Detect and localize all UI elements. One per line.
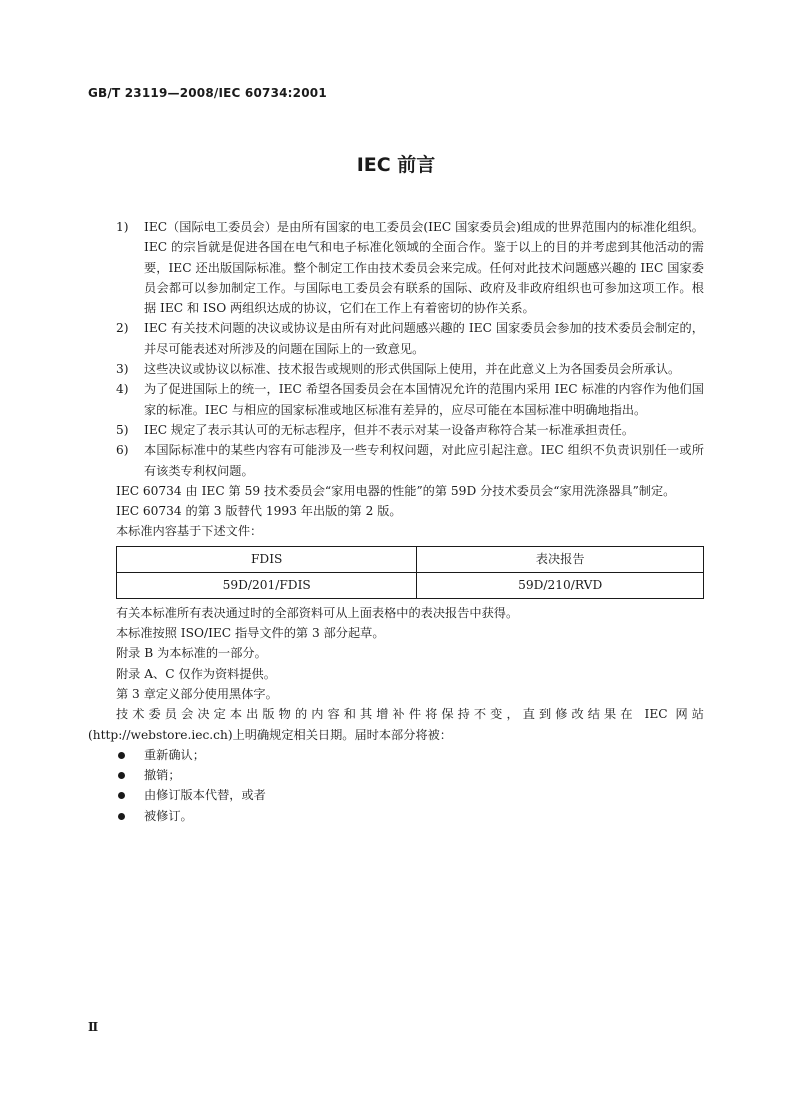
item-text: IEC 规定了表示其认可的无标志程序，但并不表示对某一设备声称符合某一标准承担责任。 [144, 422, 635, 437]
item-number: 2) [116, 321, 129, 336]
based-on-paragraph: 本标准内容基于下述文件： [116, 524, 263, 539]
item-text: IEC 有关技术问题的决议或协议是由所有对此问题感兴趣的 IEC 国家委员会参加的技术委员会制定的，并尽可能表述对所涉及的问题在国际上的一致意见。 [144, 321, 704, 356]
bullet-text: 由修订版本代替，或者 [144, 788, 266, 803]
bullet-icon [118, 813, 125, 820]
item-number: 4) [116, 382, 129, 397]
foreword-item-4 [88, 379, 704, 420]
item-text: 为了促进国际上的统一，IEC 希望各国委员会在本国情况允许的范围内采用 IEC 标准的内容作为他们国家的标准。IEC 与相应的国家标准或地区标准有差异的，应尽可能在本国标准中明确地指出。 [144, 382, 704, 417]
item-number: 3) [116, 362, 129, 377]
table-header-fdis: FDIS [117, 546, 417, 572]
foreword-item-6 [88, 440, 704, 481]
maintenance-paragraph: 技术委员会决定本出版物的内容和其增补件将保持不变，直到修改结果在 IEC 网站(http://webstore.iec.ch)上明确规定相关日期。届时本部分将被： [88, 707, 704, 742]
document-body [88, 217, 704, 826]
foreword-item-5 [88, 420, 704, 440]
bullet-text: 撤销； [144, 768, 181, 783]
bullet-icon [118, 772, 125, 779]
page-title: IEC 前言 [356, 154, 436, 176]
bullet-text: 被修订。 [144, 808, 193, 823]
list-item [88, 765, 704, 785]
edition-paragraph: IEC 60734 的第 3 版替代 1993 年出版的第 2 版。 [116, 504, 402, 519]
bold-definitions-paragraph: 第 3 章定义部分使用黑体字。 [116, 686, 278, 701]
bullet-icon [118, 752, 125, 759]
page-number: Ⅱ [88, 1020, 99, 1034]
annex-ac-paragraph: 附录 A、C 仅作为资料提供。 [116, 666, 276, 681]
voting-info-paragraph: 有关本标准所有表决通过时的全部资料可从上面表格中的表决报告中获得。 [116, 605, 519, 620]
item-text: 这些决议或协议以标准、技术报告或规则的形式供国际上使用，并在此意义上为各国委员会所承认。 [144, 362, 681, 377]
document-code-header: GB/T 23119—2008/IEC 60734:2001 [88, 86, 327, 100]
bullet-icon [118, 792, 125, 799]
table-header-voting-report: 表决报告 [417, 546, 704, 572]
item-text: IEC（国际电工委员会）是由所有国家的电工委员会(IEC 国家委员会)组成的世界范围内的标准化组织。IEC 的宗旨就是促进各国在电气和电子标准化领域的全面合作。鉴于以上的目的并考虑到其他活动的需要，IEC 还出版国际标准。整个制定工作由技术委员会来完成。任何对此技术问题感兴趣的 IEC 国家委员会都可以参加制定工作。与国际电工委员会有联系的国际、政府及非政府组织也可参加这项工作。根据 IEC 和 ISO 两组织达成的协议，它们在工作上有着密切的协作关系。 [144, 220, 704, 316]
list-item [88, 745, 704, 765]
list-item [88, 806, 704, 826]
item-text: 本国际标准中的某些内容有可能涉及一些专利权问题，对此应引起注意。IEC 组织不负责识别任一或所有该类专利权问题。 [144, 443, 704, 478]
committee-paragraph: IEC 60734 由 IEC 第 59 技术委员会“家用电器的性能”的第 59D 分技术委员会“家用洗涤器具”制定。 [116, 483, 676, 498]
voting-documents-table [116, 546, 704, 599]
table-row [117, 572, 704, 598]
item-number: 5) [116, 422, 129, 437]
list-item [88, 785, 704, 805]
table-cell-fdis: 59D/201/FDIS [117, 572, 417, 598]
drafting-paragraph: 本标准按照 ISO/IEC 指导文件的第 3 部分起草。 [116, 626, 385, 641]
foreword-item-3 [88, 359, 704, 379]
table-cell-rvd: 59D/210/RVD [417, 572, 704, 598]
foreword-item-1 [88, 217, 704, 318]
annex-b-paragraph: 附录 B 为本标准的一部分。 [116, 646, 267, 661]
item-number: 1) [116, 220, 129, 234]
item-number: 6) [116, 443, 129, 458]
bullet-text: 重新确认； [144, 747, 205, 762]
foreword-item-2 [88, 318, 704, 359]
table-header-row [117, 546, 704, 572]
